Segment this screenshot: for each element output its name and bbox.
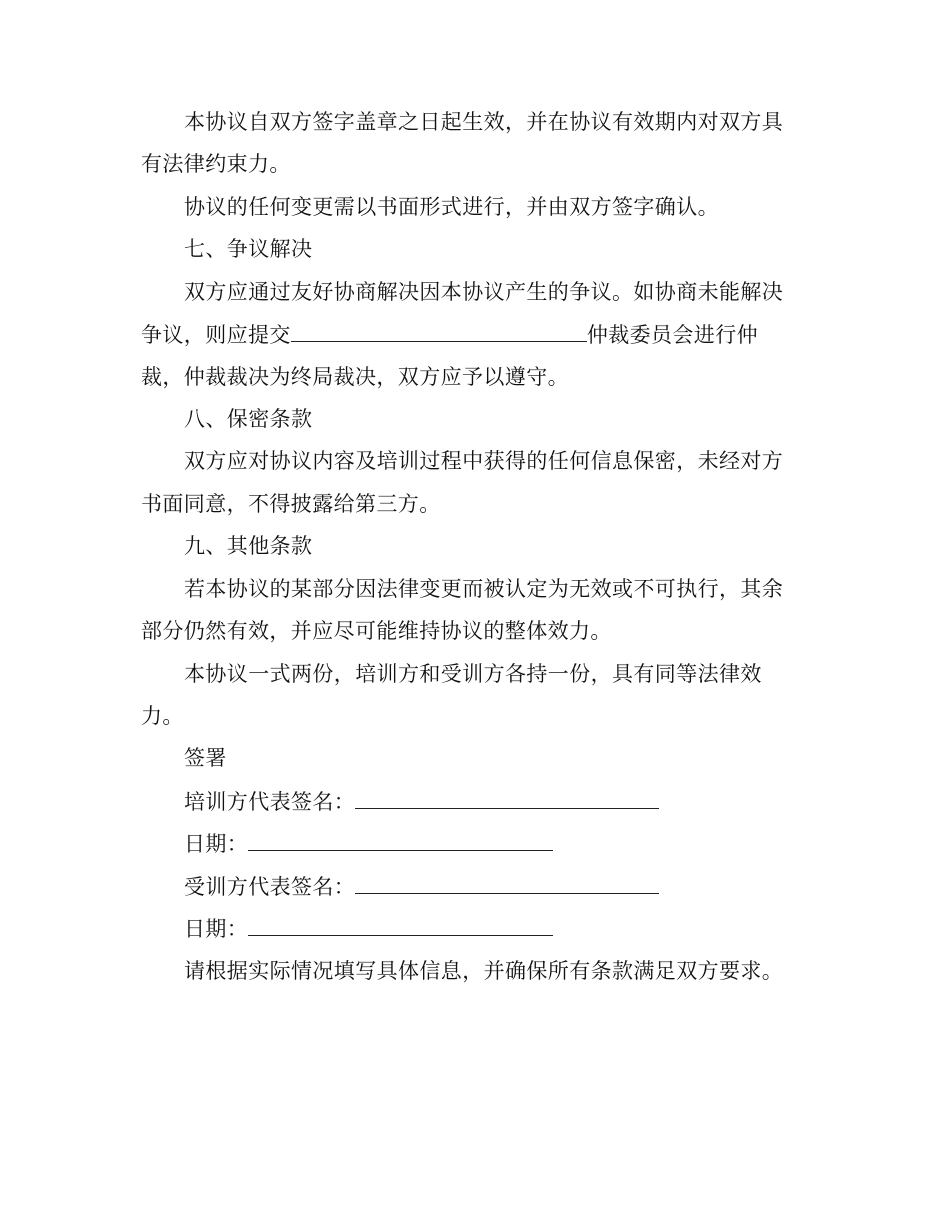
paragraph-effectiveness-line-1: 本协议自双方签字盖章之日起生效，并在协议有效期内对双方具 [184,110,784,134]
trainee-date-label: 日期： [184,917,249,941]
closing-note: 请根据实际情况填写具体信息，并确保所有条款满足双方要求。 [184,959,784,983]
paragraph-severability-line-2: 部分仍然有效，并应尽可能维持协议的整体效力。 [141,619,612,643]
paragraph-confidentiality-line-1: 双方应对协议内容及培训过程中获得的任何信息保密，未经对方 [184,449,784,473]
trainee-signature-label: 受训方代表签名： [184,875,356,899]
trainee-signature-row [184,871,659,902]
trainer-date-blank[interactable] [248,828,553,851]
paragraph-dispute-line-2 [141,319,758,350]
dispute-text-after-blank: 仲裁委员会进行仲 [586,323,759,347]
section-heading-confidentiality: 八、保密条款 [184,407,313,431]
signature-heading: 签署 [184,746,227,770]
paragraph-effectiveness-line-2: 有法律约束力。 [141,152,291,176]
trainer-signature-label: 培训方代表签名： [184,790,356,814]
paragraph-confidentiality-line-2: 书面同意，不得披露给第三方。 [141,492,441,516]
trainer-signature-row [184,786,659,817]
trainee-date-blank[interactable] [248,913,553,936]
paragraph-copies-line-2: 力。 [141,704,184,728]
trainer-date-row [184,828,553,859]
trainee-signature-blank[interactable] [355,871,659,894]
dispute-text-before-blank: 争议，则应提交 [141,323,291,347]
section-heading-dispute: 七、争议解决 [184,237,313,261]
arbitration-commission-blank[interactable] [291,319,587,342]
paragraph-severability-line-1: 若本协议的某部分因法律变更而被认定为无效或不可执行，其余 [184,577,784,601]
section-heading-other-terms: 九、其他条款 [184,534,313,558]
paragraph-amendment: 协议的任何变更需以书面形式进行，并由双方签字确认。 [184,195,719,219]
paragraph-copies-line-1: 本协议一式两份，培训方和受训方各持一份，具有同等法律效 [184,662,762,686]
trainer-signature-blank[interactable] [355,786,659,809]
trainee-date-row [184,913,553,944]
paragraph-dispute-line-1: 双方应通过友好协商解决因本协议产生的争议。如协商未能解决 [184,280,784,304]
trainer-date-label: 日期： [184,832,249,856]
paragraph-dispute-line-3: 裁，仲裁裁决为终局裁决，双方应予以遵守。 [141,365,569,389]
